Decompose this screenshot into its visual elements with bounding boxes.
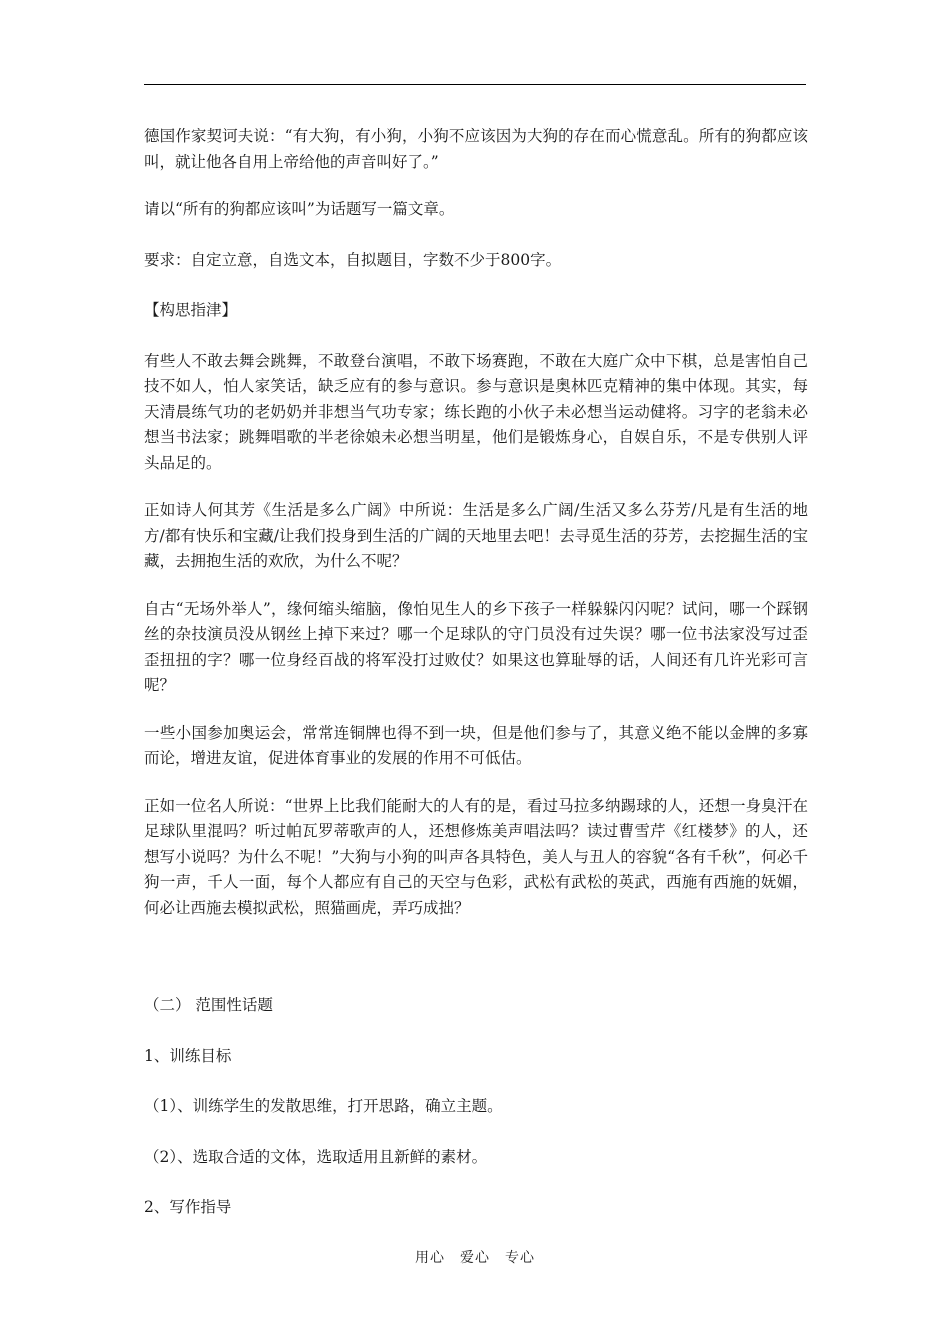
subheading-writing-guidance: 2、写作指导 [144, 1198, 232, 1216]
list-item-goal-1: （1）、训练学生的发散思维，打开思路，确立主题。 [144, 1097, 503, 1115]
paragraph-participation: 有些人不敢去舞会跳舞，不敢登台演唱，不敢下场赛跑，不敢在大庭广众中下棋，总是害怕自己技不如人，怕人家笑话，缺乏应有的参与意识。参与意识是奥林匹克精神的集中体现。其实，每天清晨练气功的老奶奶并非想当气功专家；练长跑的小伙子未必想当运动健将。习字的老翁未必想当书法家；跳舞唱歌的半老徐娘未必想当明星，他们是锻炼身心，自娱自乐，不是专供别人评头品足的。 [144, 351, 808, 472]
paragraph-olympics: 一些小国参加奥运会，常常连铜牌也得不到一块，但是他们参与了，其意义绝不能以金牌的多寡而论，增进友谊，促进体育事业的发展的作用不可低估。 [144, 723, 808, 767]
paragraph-famous-quote: 正如一位名人所说：“世界上比我们能耐大的人有的是，看过马拉多纳踢球的人，还想一身臭汗在足球队里混吗？听过帕瓦罗蒂歌声的人，还想修炼美声唱法吗？读过曹雪芹《红楼梦》的人，还想写小说吗？为什么不呢！”大狗与小狗的叫声各具特色，美人与丑人的容貌“各有千秋”，何必千狗一声，千人一面，每个人都应有自己的天空与色彩，武松有武松的英武，西施有西施的妩媚，何必让西施去模拟武松，照猫画虎，弄巧成拙？ [144, 796, 808, 917]
subheading-training-goal: 1、训练目标 [144, 1046, 232, 1065]
list-item-goal-2: （2）、选取合适的文体，选取适用且新鲜的素材。 [144, 1147, 488, 1166]
document-body [144, 124, 808, 1246]
section-heading-guidance: 【构思指津】 [144, 301, 238, 319]
section-spacer [144, 943, 808, 993]
paragraph-prompt: 请以“所有的狗都应该叫”为话题写一篇文章。 [144, 200, 455, 218]
paragraph-requirements: 要求：自定立意，自选文本，自拟题目，字数不少于800字。 [144, 250, 562, 269]
paragraph-quote: 德国作家契诃夫说：“有大狗，有小狗，小狗不应该因为大狗的存在而心慌意乱。所有的狗都应该叫，就让他各自用上帝给他的声音叫好了。” [144, 127, 808, 171]
paragraph-poet-quote: 正如诗人何其芳《生活是多么广阔》中所说：生活是多么广阔/生活又多么芬芳/凡是有生活的地方/都有快乐和宝藏/让我们投身到生活的广阔的天地里去吧！去寻觅生活的芬芳，去挖掘生活的宝藏，去拥抱生活的欢欣，为什么不呢？ [144, 501, 808, 570]
section-heading-topic: （二） 范围性话题 [144, 996, 273, 1014]
header-rule [144, 84, 806, 85]
page-footer: 用心 爱心 专心 [415, 1250, 535, 1266]
paragraph-no-outsider: 自古“无场外举人”，缘何缩头缩脑，像怕见生人的乡下孩子一样躲躲闪闪呢？试问，哪一个踩钢丝的杂技演员没从钢丝上掉下来过？哪一个足球队的守门员没有过失误？哪一位书法家没写过歪歪扭扭的字？哪一位身经百战的将军没打过败仗？如果这也算耻辱的话，人间还有几许光彩可言呢？ [144, 599, 808, 694]
